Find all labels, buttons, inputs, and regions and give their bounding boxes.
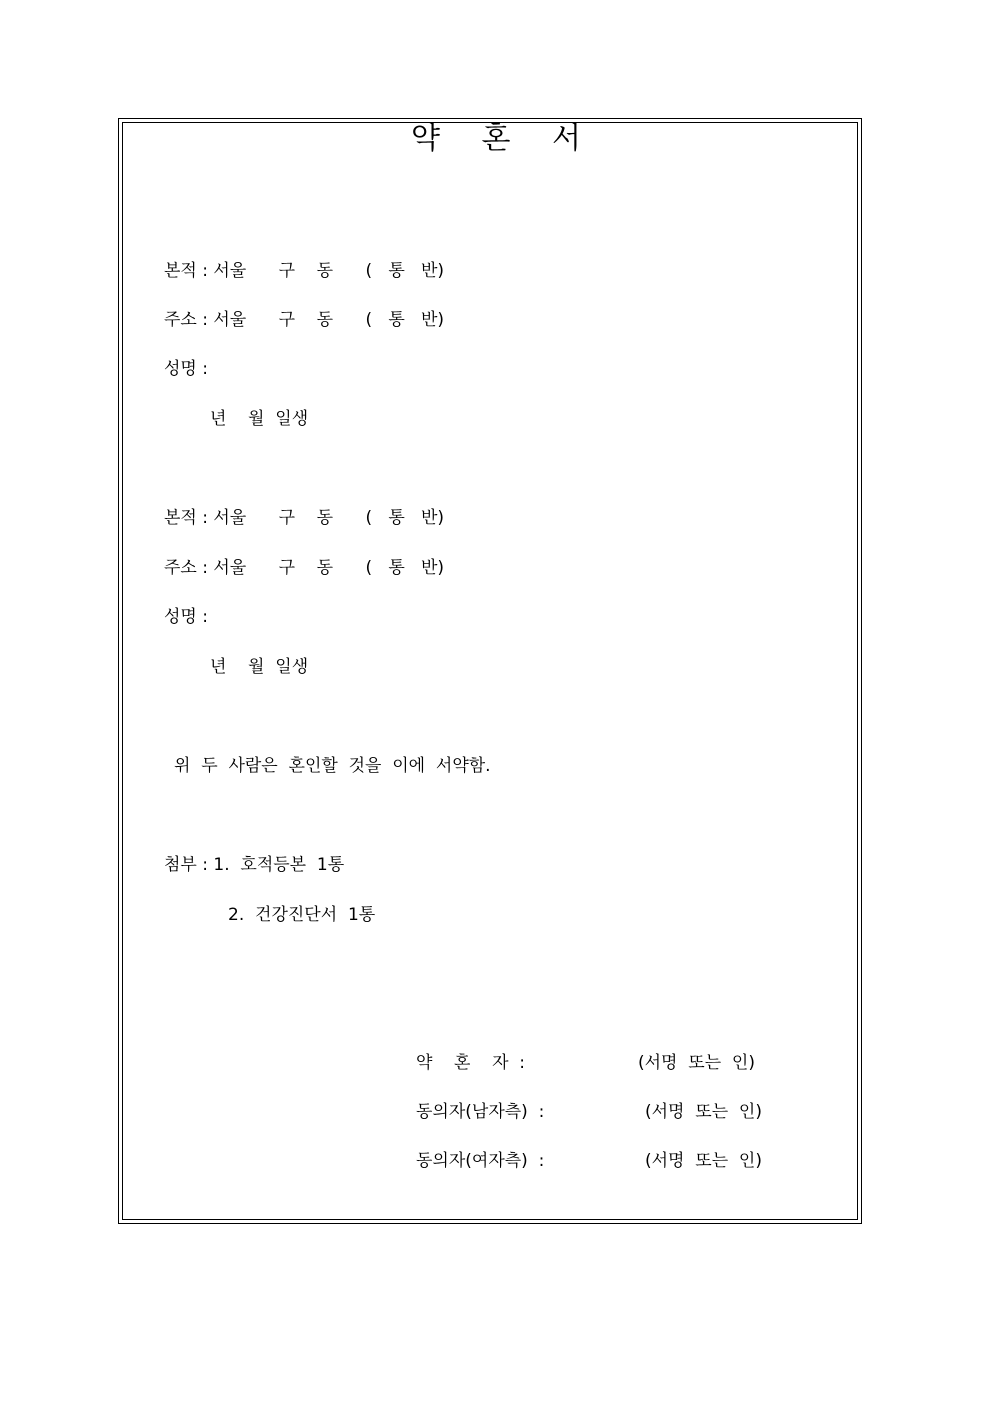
consent-male-label: 동의자(남자측) : <box>416 1102 545 1122</box>
consent-male-signature-field: (서명 또는 인) <box>645 1102 762 1122</box>
party2-name: 성명 : <box>164 607 208 627</box>
consent-female-label: 동의자(여자측) : <box>416 1151 545 1171</box>
party2-address: 주소 : 서울 구 동 ( 통 반) <box>164 558 445 578</box>
party1-birth: 년 월 일생 <box>210 409 309 429</box>
party2-domicile: 본적 : 서울 구 동 ( 통 반) <box>164 508 445 528</box>
consent-female-signature-field: (서명 또는 인) <box>645 1151 762 1171</box>
fiance-signature-field: (서명 또는 인) <box>638 1053 755 1073</box>
party1-domicile: 본적 : 서울 구 동 ( 통 반) <box>164 261 445 281</box>
attachment-item-2: 2. 건강진단서 1통 <box>228 905 376 925</box>
party1-address: 주소 : 서울 구 동 ( 통 반) <box>164 310 445 330</box>
fiance-signature-label: 약 혼 자 : <box>416 1053 526 1073</box>
party1-name: 성명 : <box>164 359 208 379</box>
pledge-statement: 위 두 사람은 혼인할 것을 이에 서약함. <box>174 756 491 776</box>
attachment-item-1: 첨부 : 1. 호적등본 1통 <box>164 855 345 875</box>
document-title: 약 혼 서 <box>410 121 597 156</box>
party2-birth: 년 월 일생 <box>210 657 309 677</box>
